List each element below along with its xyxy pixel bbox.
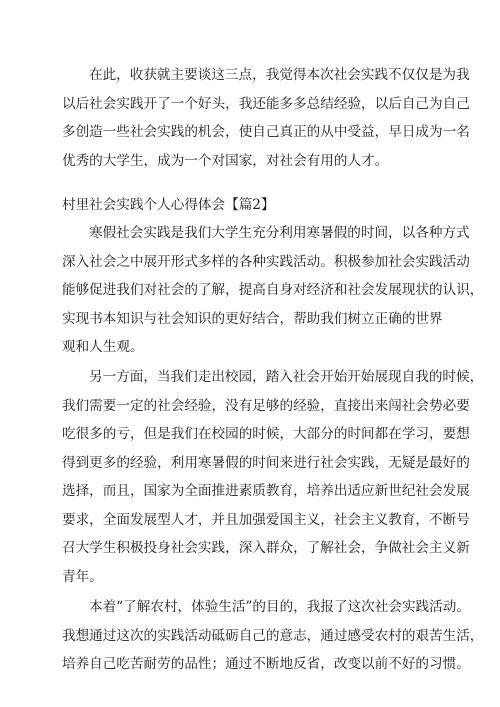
paragraph-line: 选择，而且，国家为全面推进素质教育，培养出适应新世纪社会发展 (62, 483, 470, 499)
paragraph-line: 吃很多的亏，但是我们在校园的时候，大部分的时间都在学习，要想 (62, 426, 470, 442)
paragraph-line: 我们需要一定的社会经验，没有足够的经验，直接出来闯社会势必要 (62, 397, 470, 414)
paragraph-line: 寒假社会实践是我们大学生充分利用寒暑假的时间，以各种方式 (89, 225, 470, 241)
paragraph-line: 我想通过这次的实践活动砥砺自己的意志，通过感受农村的艰苦生活， (62, 627, 484, 644)
paragraph-line: 多创造一些社会实践的机会，使自己真正的从中受益，早日成为一名 (62, 124, 470, 140)
intro-paragraph (62, 61, 470, 175)
section-heading-block (62, 191, 438, 219)
paragraph-line: 召大学生积极投身社会实践，深入群众，了解社会，争做社会主义新 (62, 540, 470, 556)
paragraph-line: 培养自己吃苦耐劳的品性；通过不断地反省，改变以前不好的习惯。 (62, 656, 470, 672)
body-paragraph-2 (62, 363, 484, 591)
paragraph-line: 以后社会实践开了一个好头，我还能多多总结经验，以后自己为自己 (62, 95, 470, 112)
paragraph-line: 另一方面，当我们走出校园，踏入社会开始开始展现自我的时候， (89, 369, 484, 385)
body-paragraph-1 (62, 219, 484, 362)
paragraph-line: 要求，全面发展型人才，并且加强爱国主义，社会主义教育，不断号 (62, 511, 470, 528)
paragraph-line: 观和人生观。 (62, 339, 144, 355)
paragraph-line: 在此，收获就主要谈这三点，我觉得本次社会实践不仅仅是为我 (89, 67, 470, 83)
section-heading: 村里社会实践个人心得体会【篇2】 (62, 197, 275, 213)
body-paragraph-3 (62, 593, 484, 679)
paragraph-line: 本着“了解农村，体验生活”的目的，我报了这次社会实践活动。 (89, 599, 470, 615)
paragraph-line: 实现书本知识与社会知识的更好结合，帮助我们树立正确的世界 (62, 310, 443, 327)
paragraph-line: 能够促进我们对社会的了解，提高自身对经济和社会发展现状的认识， (62, 282, 484, 298)
paragraph-line: 得到更多的经验，利用寒暑假的时间来进行社会实践，无疑是最好的 (62, 454, 470, 471)
paragraph-line: 深入社会之中展开形式多样的各种实践活动。积极参加社会实践活动 (62, 253, 470, 270)
paragraph-line: 青年。 (62, 568, 103, 585)
paragraph-line: 优秀的大学生，成为一个对国家，对社会有用的人才。 (62, 152, 389, 169)
